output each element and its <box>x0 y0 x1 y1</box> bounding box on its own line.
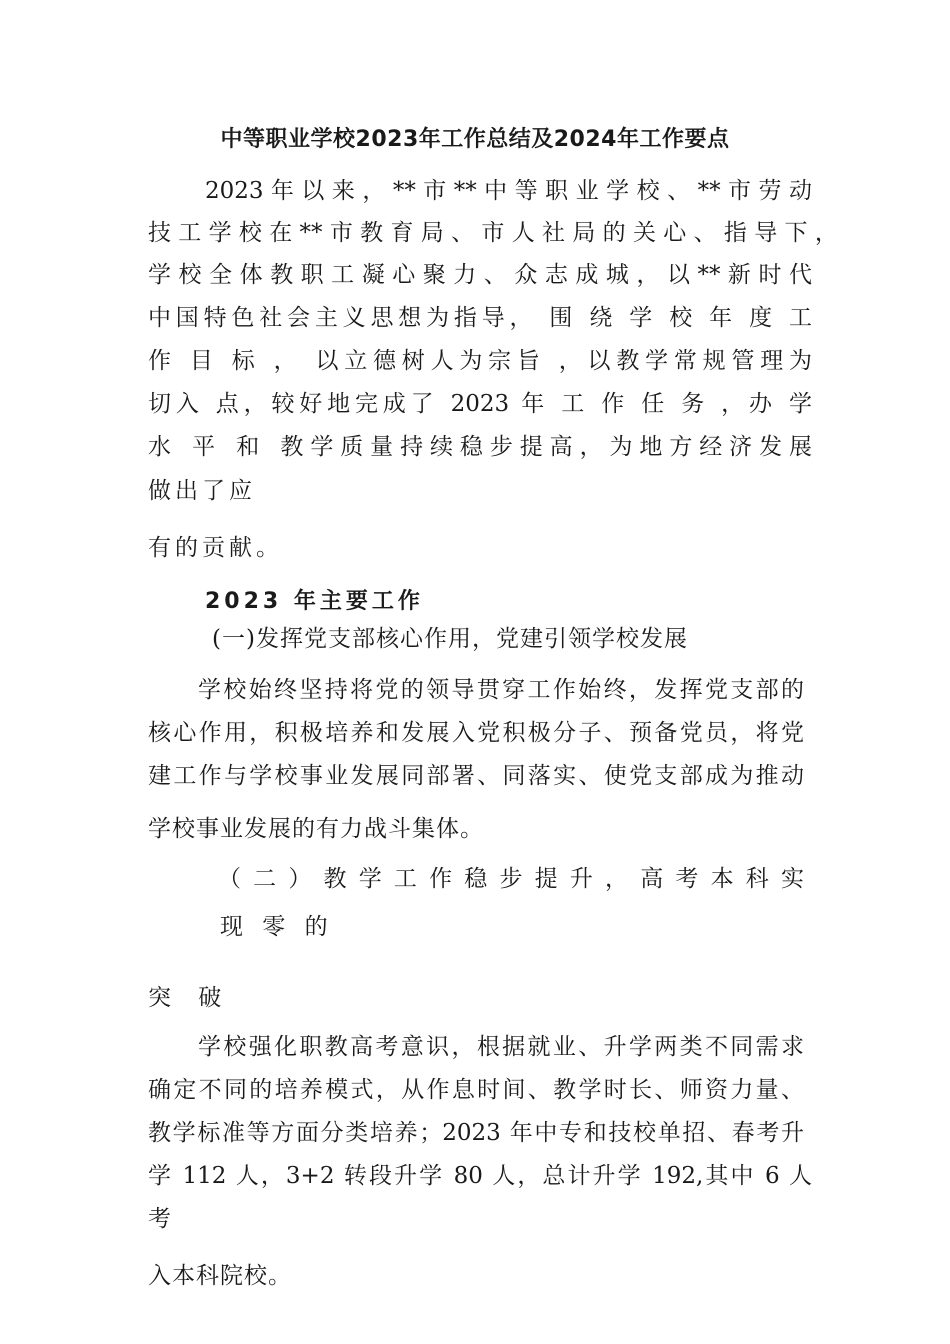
sub2-line-3: 教学标准等方面分类培养；2023 年中专和技校单招、春考升 <box>148 1120 804 1146</box>
intro-line-2: 技 工 学 校 在 ** 市 教 育 局 、 市 人 社 局 的 关 心 、 指 导 下 ， <box>148 220 838 246</box>
sub1-line-1: 学校始终坚持将党的领导贯穿工作始终，发挥党支部的 <box>198 677 804 703</box>
intro-line-6: 切入 点，较好地完成了 2023 年 工 作 任 务 ，办 学 <box>148 391 812 417</box>
section-heading: 2023 年主要工作 <box>205 589 424 614</box>
intro-line-3: 学 校 全 体 教 职 工 凝 心 聚 力 、 众 志 成 城 ， 以 ** 新 时 代 <box>148 262 812 288</box>
sub2-line-5: 考 <box>148 1206 171 1232</box>
document-title: 中等职业学校2023年工作总结及2024年工作要点 <box>220 127 730 152</box>
intro-line-8: 做出了应 <box>148 478 256 504</box>
intro-line-7: 水 平 和 教学质量持续稳步提高，为地方经济发展 <box>148 434 812 460</box>
sub1-line-3: 建工作与学校事业发展同部署、同落实、使党支部成为推动 <box>148 763 804 789</box>
sub2-heading-line-2: 现 零 的 <box>220 914 334 940</box>
sub2-heading-line-3: 突 破 <box>148 985 232 1011</box>
sub1-heading: (一)发挥党支部核心作用，党建引领学校发展 <box>212 626 688 652</box>
sub2-heading-line-1: （ 二 ） 教 学 工 作 稳 步 提 升 ， 高 考 本 科 实 <box>218 866 804 892</box>
sub2-line-4: 学 112 人，3+2 转段升学 80 人，总计升学 192,其中 6 人 <box>148 1163 812 1189</box>
intro-line-5: 作 目 标 ， 以立德树人为宗旨 ，以教学常规管理为 <box>148 348 812 374</box>
intro-line-9: 有的贡献。 <box>148 535 283 561</box>
sub2-line-6: 入本科院校。 <box>148 1263 292 1289</box>
intro-line-4: 中国特色社会主义思想为指导， 围 绕 学 校 年 度 工 <box>148 305 812 331</box>
sub1-line-4: 学校事业发展的有力战斗集体。 <box>148 816 484 842</box>
sub1-line-2: 核心作用，积极培养和发展入党积极分子、预备党员，将党 <box>148 720 804 746</box>
sub2-line-2: 确定不同的培养模式，从作息时间、教学时长、师资力量、 <box>148 1077 804 1103</box>
intro-line-1: 2023 年 以 来 ， ** 市 ** 中 等 职 业 学 校 、 ** 市 劳 动 <box>205 178 812 204</box>
sub2-line-1: 学校强化职教高考意识，根据就业、升学两类不同需求 <box>198 1034 804 1060</box>
